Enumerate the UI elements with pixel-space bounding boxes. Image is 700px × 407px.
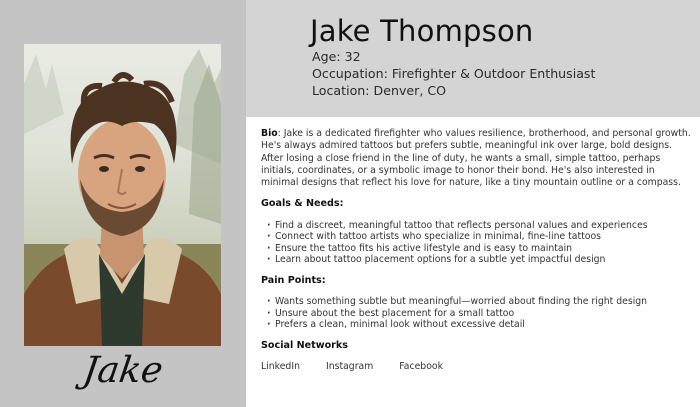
persona-location: Location: Denver, CO [312,83,447,98]
bio-paragraph [261,128,693,189]
goals-list [261,220,693,266]
social-title: Social Networks [261,339,348,351]
list-item: · Learn about tattoo placement options for a subtle yet impactful design [267,254,693,266]
pain-points-title: Pain Points: [261,274,326,286]
persona-details [261,128,693,373]
persona-age: Age: 32 [312,49,361,64]
list-item: · Ensure the tattoo fits his active lifestyle and is easy to maintain [267,243,693,255]
instagram-link[interactable]: Instagram [325,360,374,372]
persona-name: Jake Thompson [310,14,534,48]
list-item: · Wants something subtle but meaningful—worried about finding the right design [267,296,693,308]
social-links [261,361,693,373]
list-item: · Unsure about the best placement for a small tattoo [267,308,693,320]
persona-occupation: Occupation: Firefighter & Outdoor Enthusiast [312,66,596,81]
list-item: · Connect with tattoo artists who specialize in minimal, fine-line tattoos [267,231,693,243]
facebook-link[interactable]: Facebook [399,360,443,372]
signature: Jake [80,350,166,391]
pain-points-list [261,296,693,331]
bio-label: Bio [261,128,278,139]
profile-photo [24,44,221,346]
goals-title: Goals & Needs: [261,198,344,210]
profile-sidebar [0,0,246,407]
list-item: · Find a discreet, meaningful tattoo that reflects personal values and experiences [267,220,693,232]
list-item: · Prefers a clean, minimal look without excessive detail [267,319,693,331]
linkedin-link[interactable]: LinkedIn [261,360,300,372]
persona-header [246,0,700,117]
bio-text: : Jake is a dedicated firefighter who values resilience, brotherhood, and personal growth. He's always admired tattoos but prefers subtle, meaningful ink over large, bold designs. After losing a close friend in the line of duty, he wants a small, simple tattoo, perhaps initials, coordinates, or a symbolic image to honor their bond. He's also interested in minimal designs that reflect his love for nature, like a tiny mountain outline or a compass. [261,128,691,189]
